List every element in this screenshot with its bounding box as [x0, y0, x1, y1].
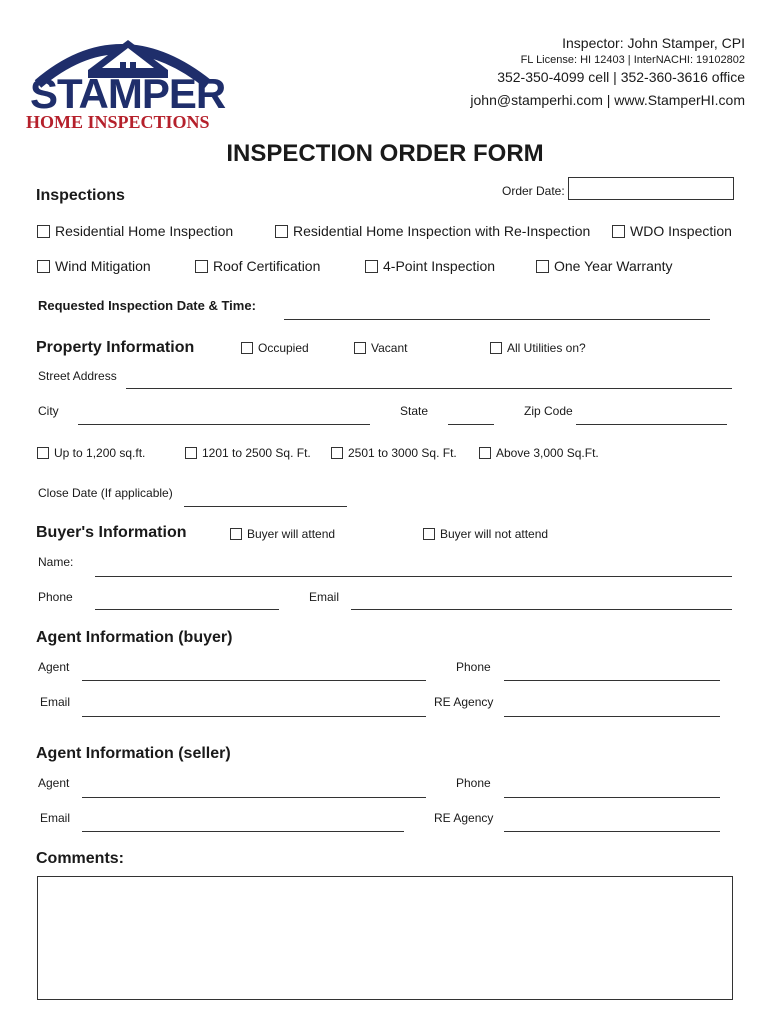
- logo-subtitle: HOME INSPECTIONS: [26, 112, 210, 132]
- buyer-agent-phone-line[interactable]: [504, 680, 720, 681]
- checkbox[interactable]: [354, 342, 366, 354]
- requested-date-line[interactable]: [284, 319, 710, 320]
- option-size-1201-2500[interactable]: 1201 to 2500 Sq. Ft.: [185, 446, 311, 460]
- buyer-agent-agency-line[interactable]: [504, 716, 720, 717]
- option-size-above-3000[interactable]: Above 3,000 Sq.Ft.: [479, 446, 599, 460]
- buyer-email-label: Email: [309, 590, 340, 604]
- form-title: INSPECTION ORDER FORM: [226, 140, 544, 167]
- buyer-agent-email-line[interactable]: [82, 716, 426, 717]
- seller-agent-phone-label: Phone: [456, 776, 491, 790]
- option-residential-reinspection[interactable]: Residential Home Inspection with Re-Inspection: [275, 223, 590, 239]
- checkbox[interactable]: [275, 225, 288, 238]
- option-vacant[interactable]: Vacant: [354, 341, 407, 355]
- order-date-label: Order Date:: [502, 184, 565, 198]
- option-residential-inspection[interactable]: Residential Home Inspection: [37, 223, 233, 239]
- company-logo: [20, 22, 226, 134]
- inspector-name: Inspector: John Stamper, CPI: [562, 35, 745, 51]
- checkbox[interactable]: [195, 260, 208, 273]
- option-buyer-will-attend[interactable]: Buyer will attend: [230, 527, 335, 541]
- zip-code-line[interactable]: [576, 424, 727, 425]
- phone-numbers: 352-350-4099 cell | 352-360-3616 office: [497, 69, 745, 85]
- buyer-agent-email-label: Email: [40, 695, 71, 709]
- buyer-phone-label: Phone: [38, 590, 73, 604]
- buyer-agent-line[interactable]: [82, 680, 426, 681]
- option-occupied[interactable]: Occupied: [241, 341, 309, 355]
- close-date-line[interactable]: [184, 506, 347, 507]
- checkbox[interactable]: [37, 260, 50, 273]
- buyer-agent-label: Agent: [38, 660, 70, 674]
- seller-agent-label: Agent: [38, 776, 70, 790]
- checkbox[interactable]: [230, 528, 242, 540]
- option-size-up-to-1200[interactable]: Up to 1,200 sq.ft.: [37, 446, 145, 460]
- option-one-year-warranty[interactable]: One Year Warranty: [536, 258, 673, 274]
- logo-wordmark: STAMPER: [30, 70, 226, 117]
- option-size-2501-3000[interactable]: 2501 to 3000 Sq. Ft.: [331, 446, 457, 460]
- checkbox[interactable]: [490, 342, 502, 354]
- checkbox[interactable]: [612, 225, 625, 238]
- close-date-label: Close Date (If applicable): [38, 486, 173, 500]
- option-all-utilities-on[interactable]: All Utilities on?: [490, 341, 586, 355]
- checkbox[interactable]: [241, 342, 253, 354]
- buyer-email-line[interactable]: [351, 609, 732, 610]
- buyer-phone-line[interactable]: [95, 609, 279, 610]
- seller-agent-email-label: Email: [40, 811, 71, 825]
- property-heading: Property Information: [36, 339, 195, 356]
- city-label: City: [38, 404, 59, 418]
- zip-code-label: Zip Code: [524, 404, 573, 418]
- agent-seller-heading: Agent Information (seller): [36, 745, 231, 762]
- seller-agent-line[interactable]: [82, 797, 426, 798]
- checkbox[interactable]: [185, 447, 197, 459]
- comments-heading: Comments:: [36, 850, 125, 867]
- street-address-line[interactable]: [126, 388, 732, 389]
- buyer-agent-agency-label: RE Agency: [434, 695, 494, 709]
- city-line[interactable]: [78, 424, 370, 425]
- checkbox[interactable]: [37, 447, 49, 459]
- option-wind-mitigation[interactable]: Wind Mitigation: [37, 258, 151, 274]
- checkbox[interactable]: [331, 447, 343, 459]
- option-wdo-inspection[interactable]: WDO Inspection: [612, 223, 732, 239]
- option-4-point-inspection[interactable]: 4-Point Inspection: [365, 258, 495, 274]
- checkbox[interactable]: [423, 528, 435, 540]
- checkbox[interactable]: [536, 260, 549, 273]
- seller-agent-agency-line[interactable]: [504, 831, 720, 832]
- order-date-field[interactable]: [568, 177, 734, 200]
- checkbox[interactable]: [365, 260, 378, 273]
- checkbox[interactable]: [479, 447, 491, 459]
- state-line[interactable]: [448, 424, 494, 425]
- buyer-name-line[interactable]: [95, 576, 732, 577]
- seller-agent-phone-line[interactable]: [504, 797, 720, 798]
- option-buyer-will-not-attend[interactable]: Buyer will not attend: [423, 527, 548, 541]
- seller-agent-agency-label: RE Agency: [434, 811, 494, 825]
- buyer-name-label: Name:: [38, 555, 74, 569]
- inspections-heading: Inspections: [36, 187, 125, 204]
- state-label: State: [400, 404, 429, 418]
- contact-info: john@stamperhi.com | www.StamperHI.com: [470, 92, 745, 108]
- agent-buyer-heading: Agent Information (buyer): [36, 629, 233, 646]
- comments-box[interactable]: [37, 876, 733, 1000]
- seller-agent-email-line[interactable]: [82, 831, 404, 832]
- buyer-heading: Buyer's Information: [36, 524, 187, 541]
- street-address-label: Street Address: [38, 369, 117, 383]
- checkbox[interactable]: [37, 225, 50, 238]
- requested-date-label: Requested Inspection Date & Time:: [38, 298, 256, 313]
- buyer-agent-phone-label: Phone: [456, 660, 491, 674]
- license-info: FL License: HI 12403 | InterNACHI: 19102802: [520, 54, 745, 66]
- option-roof-certification[interactable]: Roof Certification: [195, 258, 320, 274]
